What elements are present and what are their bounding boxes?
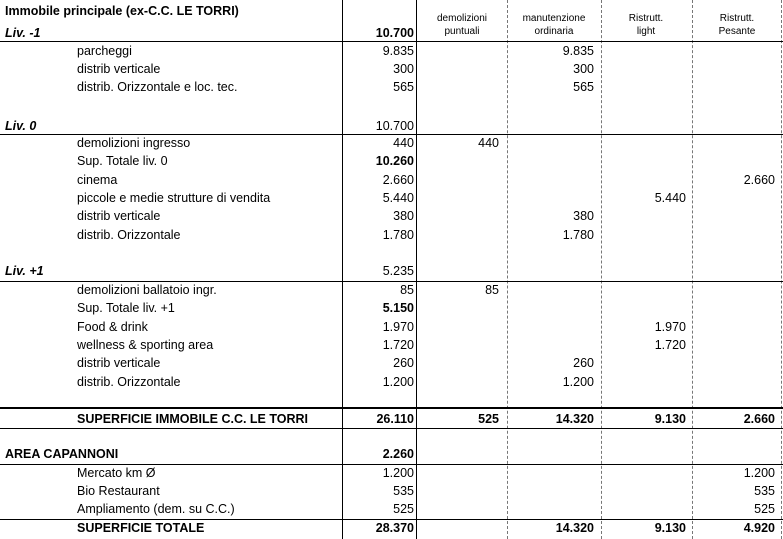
table-row	[0, 42, 783, 60]
table-row	[0, 60, 783, 78]
row-label: distrib verticale	[77, 209, 161, 223]
value-man: 14.320	[555, 412, 594, 426]
value-rp: 525	[754, 502, 775, 516]
value-man: 1.200	[562, 375, 594, 389]
row-label: Sup. Totale liv. +1	[77, 301, 175, 315]
sheet-title: Immobile principale (ex-C.C. LE TORRI)	[5, 4, 239, 18]
table-row	[0, 134, 783, 152]
table-row	[0, 410, 783, 428]
row-label: demolizioni ballatoio ingr.	[77, 283, 217, 297]
row-label: wellness & sporting area	[77, 338, 214, 352]
value-rp: 535	[754, 484, 775, 498]
value-total: 1.200	[382, 466, 414, 480]
table-row	[0, 482, 783, 500]
row-label: Sup. Totale liv. 0	[77, 154, 168, 168]
value-rp: 4.920	[743, 521, 775, 535]
table-row	[0, 336, 783, 354]
table-row	[0, 464, 783, 482]
table-row	[0, 24, 783, 42]
table-row	[0, 519, 783, 537]
header-manutenzione: manutenzione ordinaria	[522, 13, 586, 37]
table-row	[0, 226, 783, 244]
value-total: 1.720	[382, 338, 414, 352]
value-total: 10.260	[375, 154, 414, 168]
value-rl: 1.970	[654, 320, 686, 334]
row-label: distrib verticale	[77, 62, 161, 76]
table-row	[0, 207, 783, 225]
value-man: 1.780	[562, 228, 594, 242]
value-man: 300	[573, 62, 594, 76]
value-total: 1.200	[382, 375, 414, 389]
table-row	[0, 500, 783, 518]
value-man: 260	[573, 356, 594, 370]
value-total: 2.260	[382, 447, 414, 461]
value-total: 5.440	[382, 191, 414, 205]
value-total: 2.660	[382, 173, 414, 187]
table-row	[0, 171, 783, 189]
value-total: 440	[393, 136, 414, 150]
value-total: 5.150	[382, 301, 414, 315]
value-man: 14.320	[555, 521, 594, 535]
row-label: Food & drink	[77, 320, 148, 334]
table-row	[0, 299, 783, 317]
value-total: 535	[393, 484, 414, 498]
value-rl: 1.720	[654, 338, 686, 352]
value-rp: 1.200	[743, 466, 775, 480]
row-label: piccole e medie strutture di vendita	[77, 191, 271, 205]
header-demolizioni: demolizioni puntuali	[436, 13, 488, 37]
row-label: Mercato km Ø	[77, 466, 156, 480]
table-row	[0, 152, 783, 170]
value-total: 10.700	[375, 26, 414, 40]
row-divider	[0, 407, 783, 409]
value-total: 565	[393, 80, 414, 94]
table-row	[0, 373, 783, 391]
value-total: 1.780	[382, 228, 414, 242]
table-row	[0, 78, 783, 96]
value-dem: 85	[485, 283, 499, 297]
table-row	[0, 189, 783, 207]
value-dem: 525	[478, 412, 499, 426]
row-label: parcheggi	[77, 43, 132, 58]
header-ristrutt-pesante: Ristrutt. Pesante	[718, 13, 756, 37]
row-divider	[0, 134, 783, 135]
table-row	[0, 262, 783, 280]
value-dem: 440	[478, 136, 499, 150]
value-rl: 5.440	[654, 191, 686, 205]
row-label: SUPERFICIE TOTALE	[77, 521, 205, 535]
value-rp: 2.660	[743, 412, 775, 426]
row-label: Liv. 0	[5, 119, 37, 133]
value-total: 380	[393, 209, 414, 223]
value-rl: 9.130	[654, 412, 686, 426]
row-label: Ampliamento (dem. su C.C.)	[77, 502, 235, 516]
table-row	[0, 318, 783, 336]
row-label: distrib verticale	[77, 356, 161, 370]
value-total: 1.970	[382, 320, 414, 334]
table-row	[0, 281, 783, 299]
value-man: 380	[573, 209, 594, 223]
value-man: 9.835	[562, 43, 594, 58]
row-divider	[0, 281, 783, 282]
value-total: 300	[393, 62, 414, 76]
row-divider	[0, 519, 783, 520]
value-total: 26.110	[376, 412, 414, 426]
value-rl: 9.130	[654, 521, 686, 535]
value-total: 10.700	[375, 119, 414, 133]
value-total: 260	[393, 356, 414, 370]
row-label: distrib. Orizzontale e loc. tec.	[77, 80, 238, 94]
row-label: Liv. +1	[5, 264, 44, 278]
row-divider	[0, 464, 783, 465]
row-label: cinema	[77, 173, 118, 187]
value-total: 5.235	[382, 264, 414, 278]
table-row	[0, 117, 783, 135]
table-row	[0, 445, 783, 463]
value-total: 9.835	[382, 43, 414, 58]
value-total: 28.370	[375, 521, 414, 535]
row-label: distrib. Orizzontale	[77, 228, 181, 242]
row-label: Bio Restaurant	[77, 484, 160, 498]
row-divider	[0, 428, 783, 429]
row-label: Liv. -1	[5, 26, 41, 40]
value-rp: 2.660	[743, 173, 775, 187]
table-row	[0, 354, 783, 372]
row-label: distrib. Orizzontale	[77, 375, 181, 389]
value-total: 85	[400, 283, 414, 297]
row-label: AREA CAPANNONI	[5, 447, 119, 461]
row-divider	[0, 41, 783, 42]
header-ristrutt-light: Ristrutt. light	[628, 13, 664, 37]
row-label: demolizioni ingresso	[77, 136, 191, 150]
value-man: 565	[573, 80, 594, 94]
value-total: 525	[393, 502, 414, 516]
row-label: SUPERFICIE IMMOBILE C.C. LE TORRI	[77, 412, 309, 426]
